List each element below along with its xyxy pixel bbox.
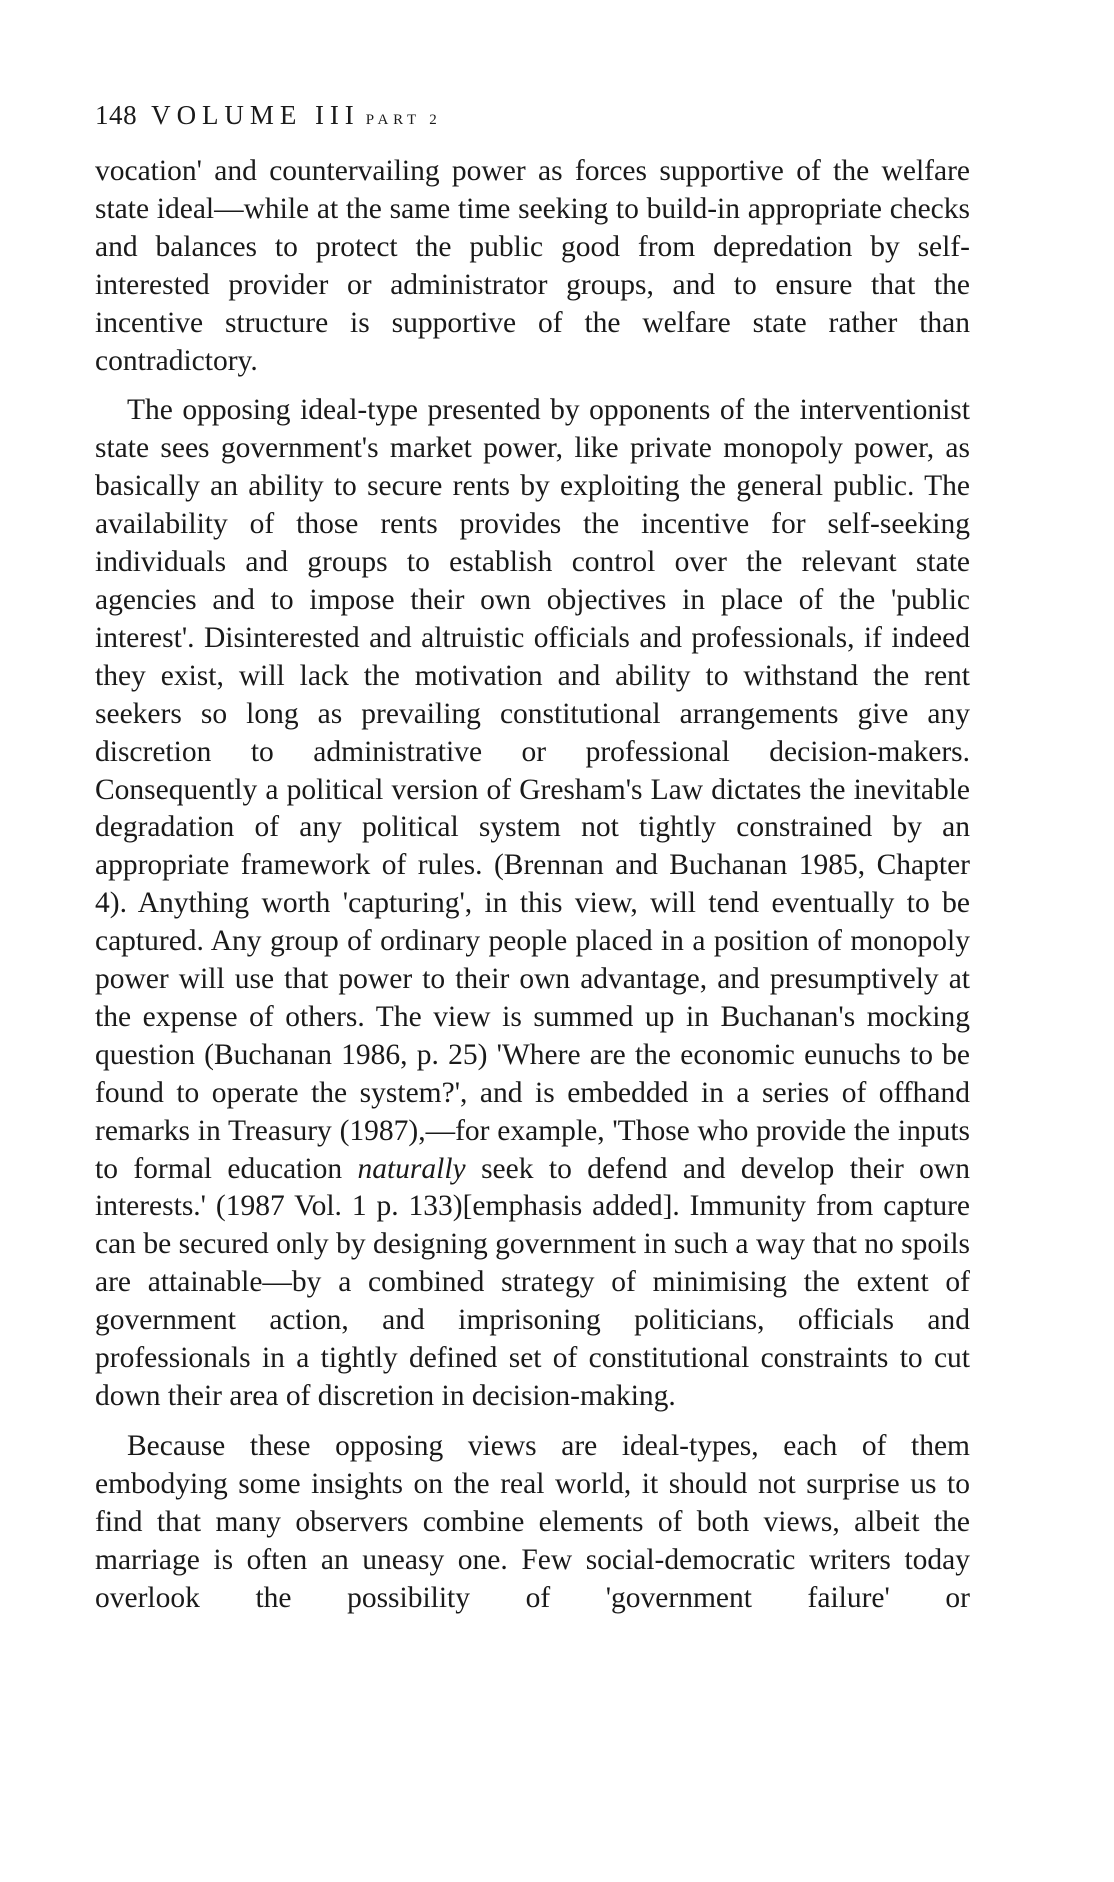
book-page [95, 95, 970, 1617]
volume-label: VOLUME III [151, 100, 360, 130]
paragraph-ideal-types: Because these opposing views are ideal-types, each of them embodying some insights on the real world, it should not surprise us to find that many observers combine elements of both views, albeit the marriage is often an uneasy one. Few social-democratic writers today overlook the possibility of 'government failure' or [95, 1429, 970, 1614]
running-head [95, 95, 970, 135]
paragraph-continuation: vocation' and countervailing power as forces supportive of the welfare state ideal—while at the same time seeking to build-in appropriate checks and balances to protect the public good from depredation by self-interested provider or administrator groups, and to ensure that the incentive structure is supportive of the welfare state rather than contradictory. [95, 155, 970, 377]
paragraph-opposing-ideal-type [95, 392, 970, 1415]
page-number: 148 [95, 100, 138, 130]
paragraph-text-part-2: seek to defend and develop their own interests.' (1987 Vol. 1 p. 133)[emphasis added]. Immunity from capture can be secured only by designing government in such a way that no spoils are attainable—by a combined strategy of minimising the extent of government action, and imprisoning politicians, officials and professionals in a tightly defined set of constitutional constraints to cut down their area of discretion in decision-making. [95, 1152, 970, 1412]
part-label: PART 2 [365, 112, 442, 128]
emphasized-word: naturally [357, 1152, 466, 1185]
paragraph-text-part-1: The opposing ideal-type presented by opponents of the interventionist state sees government's market power, like private monopoly power, as basically an ability to secure rents by exploiting the general public. The availability of those rents provides the incentive for self-seeking individuals and groups to establish control over the relevant state agencies and to impose their own objectives in place of the 'public interest'. Disinterested and altruistic officials and professionals, if indeed they exist, will lack the motivation and ability to withstand the rent seekers so long as prevailing constitutional arrangements give any discretion to administrative or professional decision-makers. Consequently a political version of Gresham's Law dictates the inevitable degradation of any political system not tightly constrained by an appropriate framework of rules. (Brennan and Buchanan 1985, Chapter 4). Anything worth 'capturing', in this view, will tend eventually to be captured. Any group of ordinary people placed in a position of monopoly power will use that power to their own advantage, and presumptively at the expense of others. The view is summed up in Buchanan's mocking question (Buchanan 1986, p. 25) 'Where are the economic eunuchs to be found to operate the system?', and is embedded in a series of offhand remarks in Treasury (1987),—for example, 'Those who provide the inputs to formal education [95, 394, 970, 1185]
